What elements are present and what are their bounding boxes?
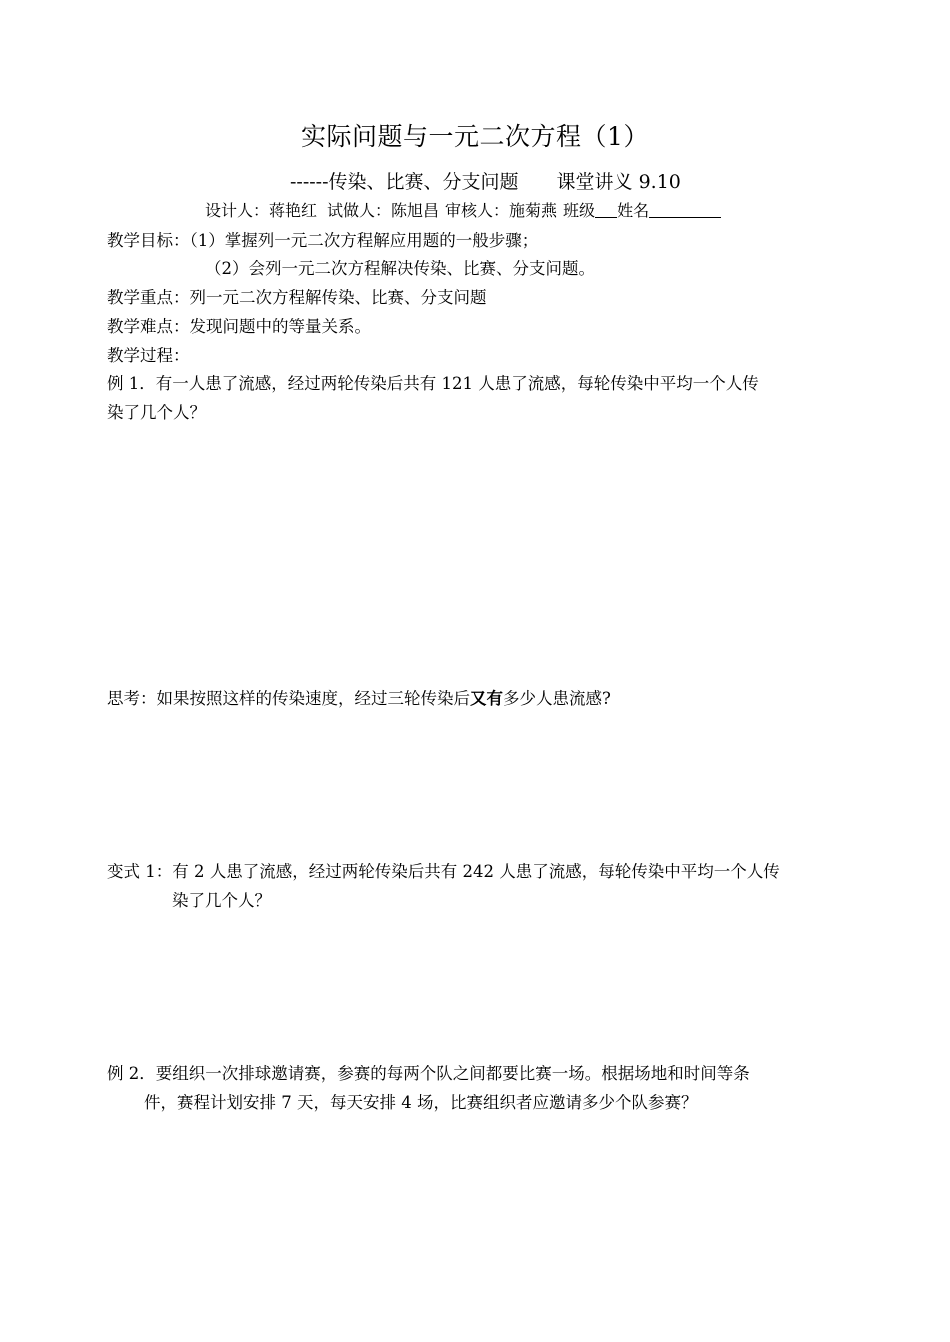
thinking-text-bold: 又有 (470, 689, 503, 708)
name-label: 姓名 (617, 201, 650, 220)
difficulty: 教学难点：发现问题中的等量关系。 (107, 317, 371, 336)
thinking-text-before: 思考：如果按照这样的传染速度，经过三轮传染后 (107, 689, 470, 708)
objectives-label: 教学目标： (107, 231, 190, 250)
page-subtitle (290, 173, 681, 192)
subtitle-topic: ------传染、比赛、分支问题 (290, 171, 519, 193)
process-heading: 教学过程： (107, 346, 190, 365)
credit-reviewer: 审核人：施菊燕 (445, 201, 558, 220)
objective-item-2: （2）会列一元二次方程解决传染、比赛、分支问题。 (205, 259, 595, 278)
credit-tester: 试做人：陈旭昌 (327, 201, 440, 220)
thinking-text-after: 多少人患流感? (503, 689, 611, 708)
example-1-line-2: 染了几个人？ (107, 403, 206, 422)
name-blank (649, 203, 721, 218)
objective-item-1: （1）掌握列一元二次方程解应用题的一般步骤； (189, 231, 539, 250)
class-label: 班级 (563, 201, 596, 220)
objectives-line-1 (107, 233, 538, 250)
key-point: 教学重点：列一元二次方程解传染、比赛、分支问题 (107, 288, 487, 307)
class-blank (595, 203, 617, 218)
credit-designer: 设计人：蒋艳红 (205, 201, 318, 220)
variant-1-line-2: 染了几个人？ (172, 891, 271, 910)
credits-line (205, 203, 721, 219)
variant-1-line-1: 变式 1：有 2 人患了流感，经过两轮传染后共有 242 人患了流感，每轮传染中平均一个人传 (107, 862, 780, 881)
example-2-line-1: 例 2．要组织一次排球邀请赛，参赛的每两个队之间都要比赛一场。根据场地和时间等条 (107, 1064, 750, 1083)
thinking-question (107, 691, 611, 708)
page-title: 实际问题与一元二次方程（1） (301, 122, 649, 151)
example-1-line-1: 例 1．有一人患了流感，经过两轮传染后共有 121 人患了流感，每轮传染中平均一个人传 (107, 374, 759, 393)
subtitle-lecture: 课堂讲义 9.10 (556, 171, 681, 193)
example-2-line-2: 件，赛程计划安排 7 天，每天安排 4 场，比赛组织者应邀请多少个队参赛？ (144, 1093, 698, 1112)
